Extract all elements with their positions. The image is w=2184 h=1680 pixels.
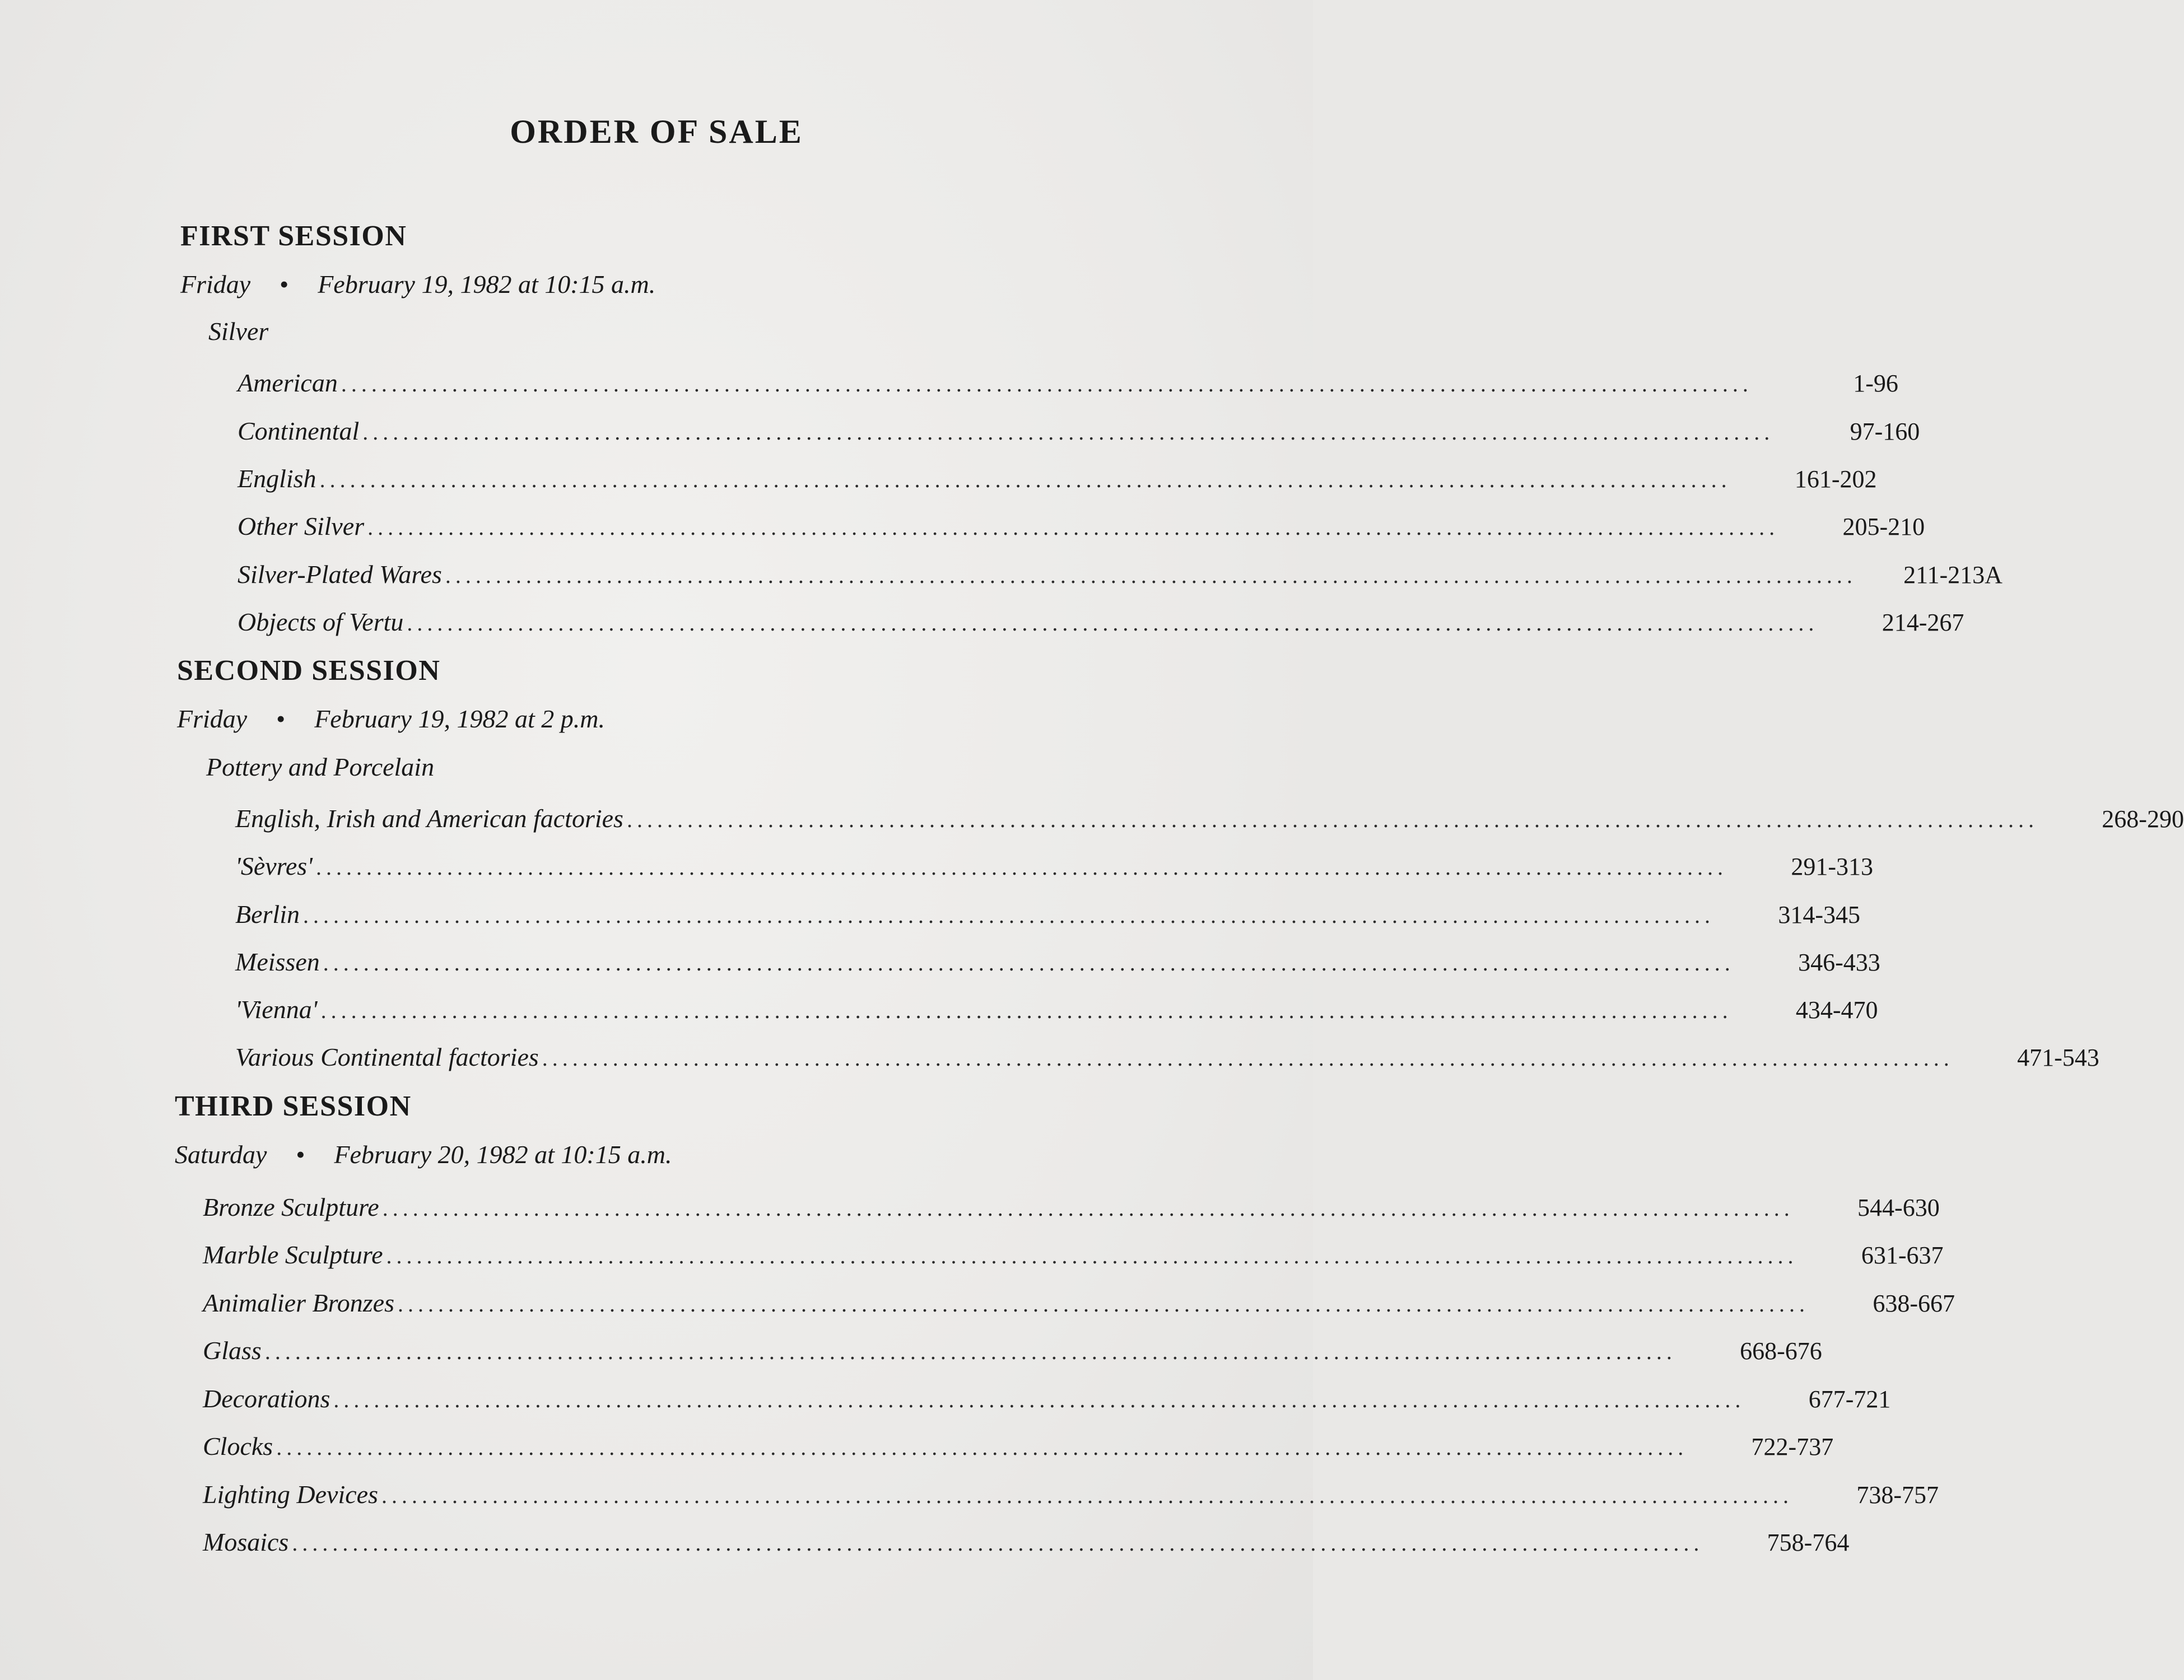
dot-leader: ............................................................................................................................................ [333, 1387, 1745, 1412]
lot-range: 638-667 [1873, 1290, 1955, 1317]
lot-row [203, 1382, 1891, 1416]
lot-category: Various Continental factories [235, 1043, 539, 1071]
lot-range: 471-543 [2017, 1044, 2099, 1071]
session-datetime: February 19, 1982 at 10:15 a.m. [318, 270, 656, 298]
session-day: Saturday [175, 1140, 267, 1169]
dot-leader: ............................................................................................................................................ [292, 1530, 1704, 1556]
separator-dot-icon: • [296, 1140, 305, 1169]
lot-category: 'Vienna' [235, 995, 318, 1024]
lot-category: Bronze Sculpture [203, 1193, 379, 1221]
lot-row [235, 945, 1880, 979]
dot-leader: ............................................................................................................................................ [362, 419, 1775, 445]
category-heading: Silver [208, 317, 269, 346]
dot-leader: ............................................................................................................................................ [398, 1291, 1809, 1317]
separator-dot-icon: • [276, 704, 286, 733]
dot-leader: ............................................................................................................................................ [407, 610, 1819, 636]
lot-range: 314-345 [1778, 901, 1860, 928]
lot-category: Animalier Bronzes [203, 1289, 394, 1317]
lot-range: 1-96 [1853, 370, 1898, 397]
session-date [180, 268, 655, 301]
session-date [175, 1138, 672, 1172]
lot-category: Glass [203, 1336, 262, 1365]
dot-leader: ............................................................................................................................................ [382, 1196, 1794, 1221]
lot-row [238, 605, 1964, 639]
lot-range: 211-213A [1903, 561, 2003, 589]
lot-range: 214-267 [1882, 609, 1964, 636]
lot-category: Continental [238, 417, 360, 445]
lot-row [235, 1040, 2099, 1074]
dot-leader: ............................................................................................................................................ [320, 998, 1733, 1023]
lot-row [203, 1525, 1850, 1559]
session-title: SECOND SESSION [177, 655, 441, 687]
session-datetime: February 19, 1982 at 2 p.m. [314, 704, 605, 733]
lot-row [238, 510, 1925, 543]
lot-range: 291-313 [1791, 853, 1874, 880]
lot-row [238, 366, 1898, 400]
lot-range: 97-160 [1850, 418, 1920, 445]
dot-leader: ............................................................................................................................................ [626, 807, 2038, 832]
lot-category: Other Silver [238, 512, 365, 540]
lot-range: 268-290 [2102, 805, 2184, 833]
lot-category: English [238, 464, 316, 493]
dot-leader: ............................................................................................................................................ [316, 855, 1728, 880]
lot-category: Berlin [235, 900, 300, 928]
lot-range: 434-470 [1795, 996, 1878, 1024]
lot-row [203, 1334, 1822, 1368]
lot-row [235, 898, 1860, 931]
lot-row [235, 993, 1878, 1026]
session-day: Friday [180, 270, 251, 298]
page-title: ORDER OF SALE [510, 113, 803, 150]
lot-range: 722-737 [1751, 1433, 1834, 1460]
dot-leader: ............................................................................................................................................ [341, 371, 1753, 396]
lot-category: 'Sèvres' [235, 852, 313, 880]
dot-leader: ............................................................................................................................................ [381, 1483, 1793, 1508]
session-title: FIRST SESSION [180, 220, 407, 252]
lot-category: Marble Sculpture [203, 1240, 383, 1269]
lot-range: 161-202 [1794, 465, 1877, 493]
lot-range: 738-757 [1856, 1481, 1939, 1509]
separator-dot-icon: • [280, 270, 289, 298]
dot-leader: ............................................................................................................................................ [276, 1435, 1688, 1460]
lot-row [203, 1430, 1834, 1463]
lot-row [203, 1191, 1940, 1224]
lot-row [235, 850, 1874, 883]
session-day: Friday [177, 704, 248, 733]
lot-range: 668-676 [1740, 1337, 1822, 1365]
lot-range: 631-637 [1861, 1242, 1944, 1269]
dot-leader: ............................................................................................................................................ [367, 515, 1780, 540]
lot-range: 346-433 [1798, 949, 1880, 976]
dot-leader: ............................................................................................................................................ [302, 903, 1715, 928]
lot-category: American [238, 368, 338, 397]
category-heading: Pottery and Porcelain [206, 753, 435, 781]
lot-row [238, 462, 1877, 496]
dot-leader: ............................................................................................................................................ [319, 467, 1731, 492]
lot-category: Decorations [203, 1384, 330, 1413]
lot-category: Lighting Devices [203, 1480, 378, 1509]
dot-leader: ............................................................................................................................................ [542, 1046, 1954, 1071]
lot-range: 205-210 [1842, 513, 1925, 540]
lot-row [238, 558, 2003, 591]
session-datetime: February 20, 1982 at 10:15 a.m. [334, 1140, 672, 1169]
lot-category: Meissen [235, 948, 320, 976]
dot-leader: ............................................................................................................................................ [323, 950, 1735, 976]
dot-leader: ............................................................................................................................................ [386, 1243, 1798, 1268]
lot-range: 544-630 [1857, 1194, 1940, 1221]
lot-range: 677-721 [1808, 1385, 1891, 1413]
lot-row [235, 802, 2184, 836]
lot-row [203, 1478, 1939, 1511]
lot-category: Objects of Vertu [238, 608, 404, 636]
dot-leader: ............................................................................................................................................ [445, 563, 1857, 588]
lot-category: Mosaics [203, 1528, 289, 1556]
lot-category: English, Irish and American factories [235, 804, 623, 833]
lot-row [203, 1286, 1955, 1320]
dot-leader: ............................................................................................................................................ [264, 1339, 1677, 1364]
lot-category: Clocks [203, 1432, 273, 1460]
lot-row [238, 414, 1920, 448]
session-date [177, 702, 605, 736]
lot-category: Silver-Plated Wares [238, 560, 442, 589]
session-title: THIRD SESSION [175, 1090, 412, 1122]
lot-range: 758-764 [1767, 1529, 1850, 1556]
lot-row [203, 1238, 1944, 1272]
